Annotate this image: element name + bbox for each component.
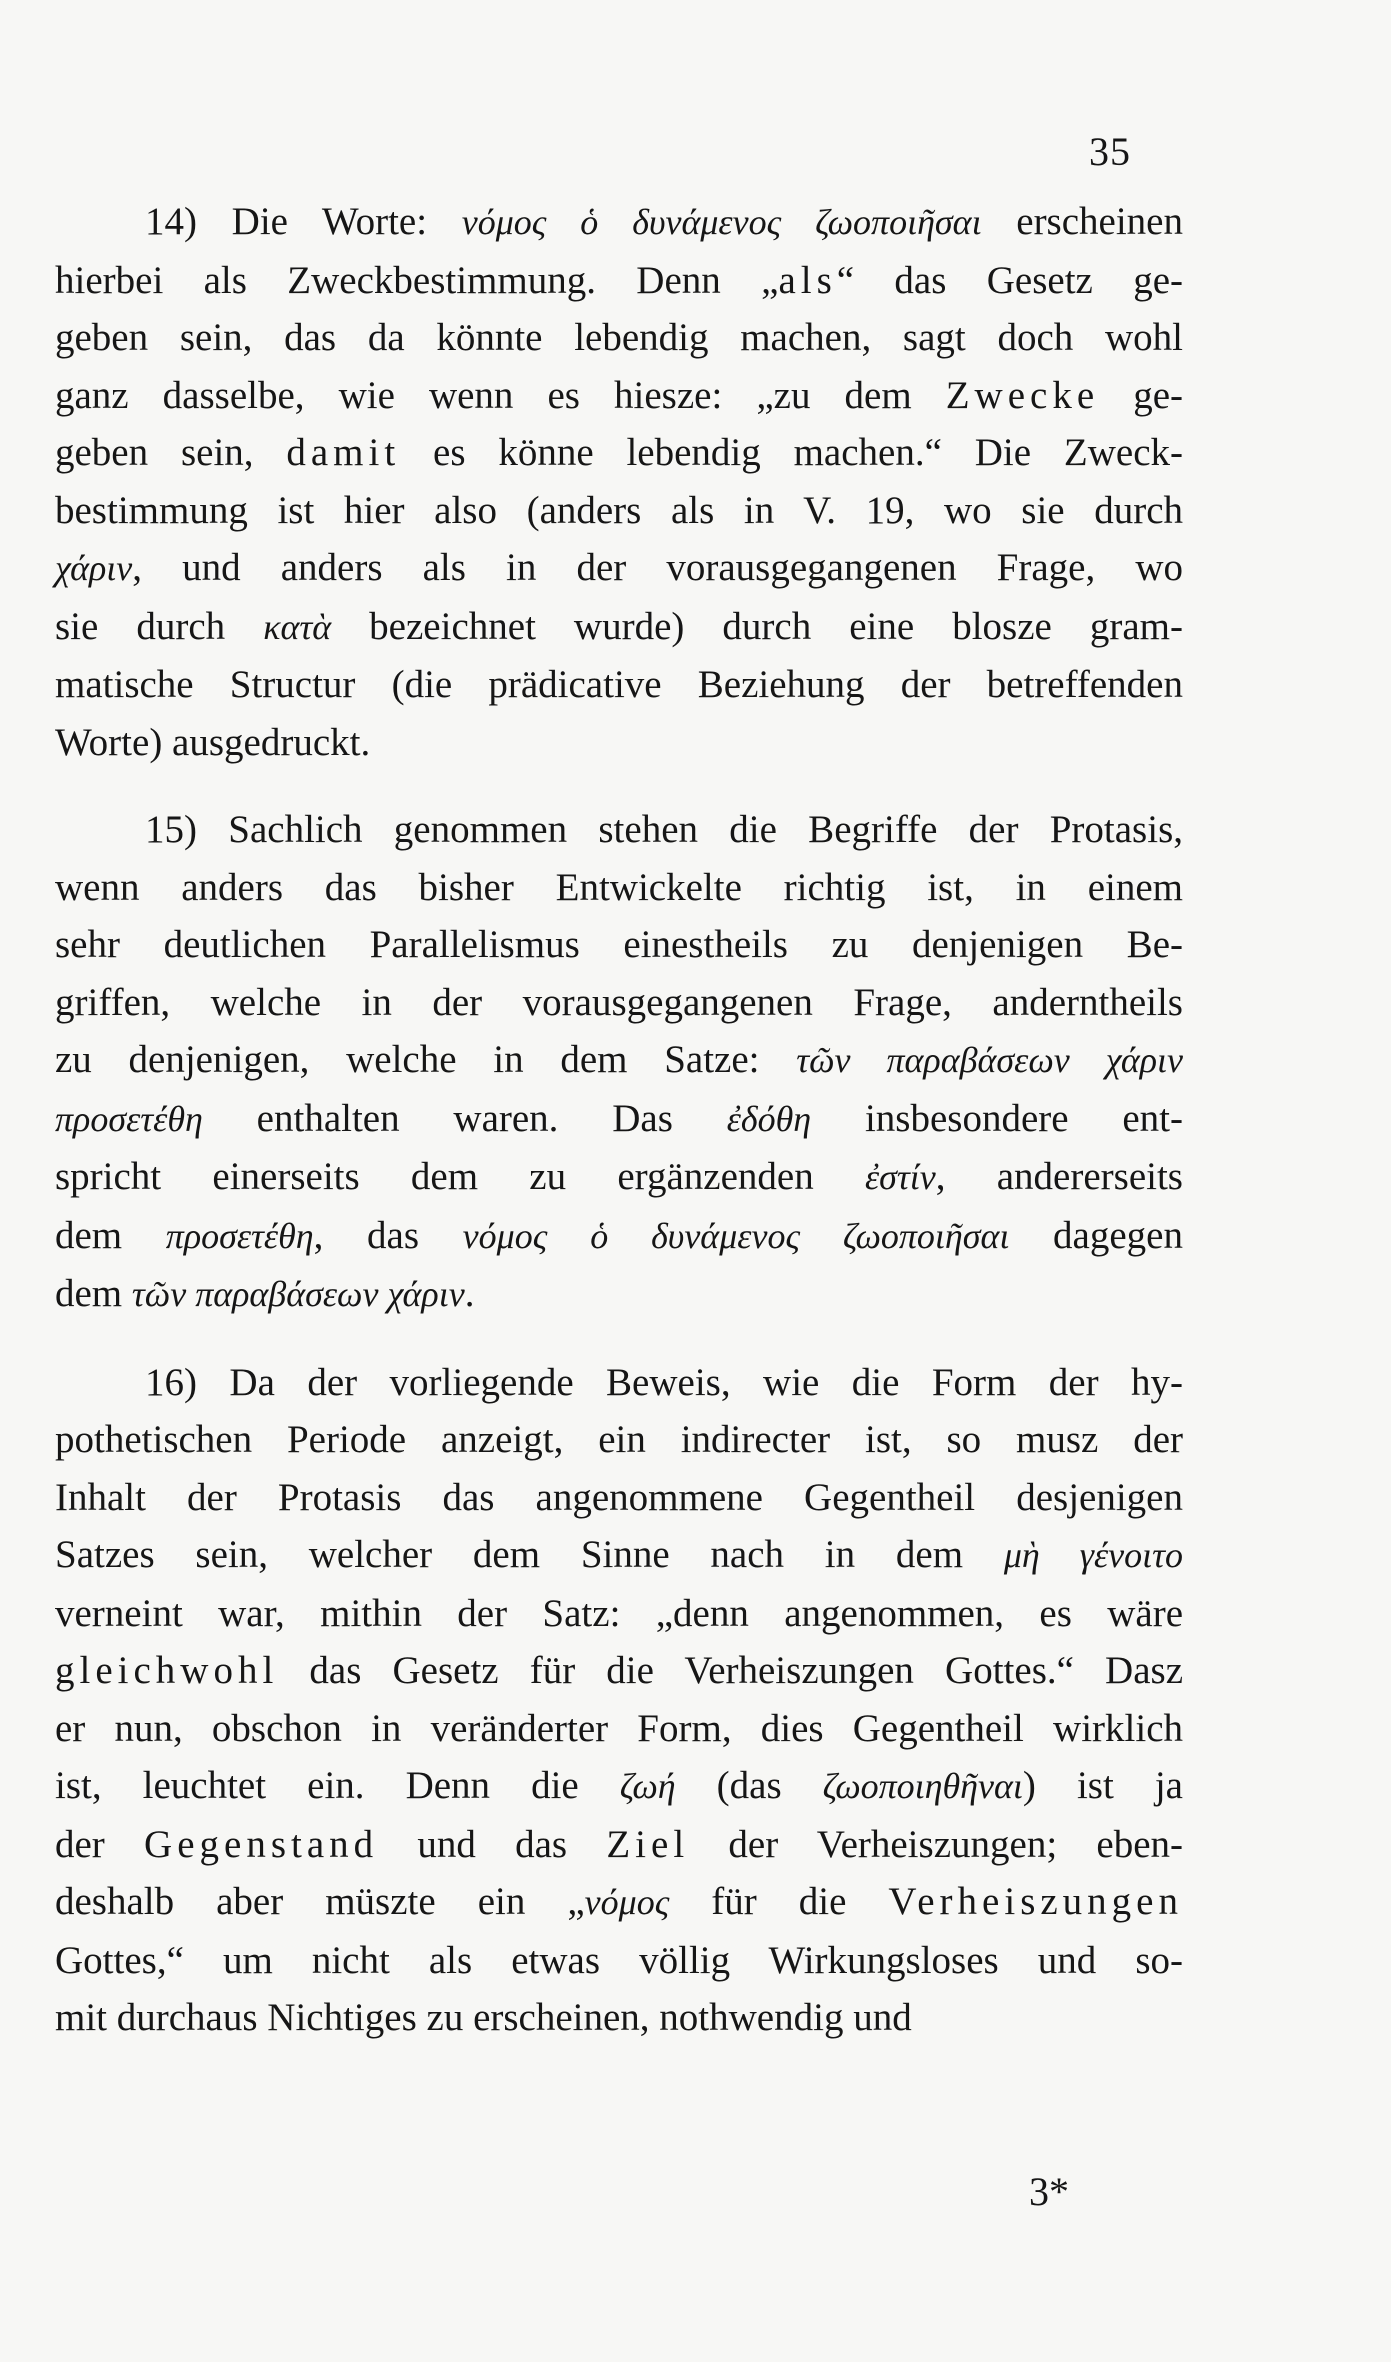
- text-run: der Verheiszungen; eben-: [689, 1822, 1183, 1866]
- text-run: es könne lebendig machen.“ Die Zweck-: [400, 431, 1183, 474]
- text-run: sehr deutlichen Parallelismus einestheils zu denjenigen Be-: [55, 923, 1183, 966]
- text-run: mit durchaus Nichtiges zu erscheinen, nothwendig und: [55, 1996, 912, 2039]
- text-line: [55, 1642, 1183, 1700]
- paragraph-14: [55, 193, 1183, 771]
- text-line: [55, 859, 1183, 917]
- text-run: erscheinen: [981, 200, 1183, 243]
- greek-text: ἐδόθη: [726, 1098, 812, 1139]
- greek-text: κατὰ: [263, 606, 332, 647]
- text-run: , andererseits: [935, 1155, 1183, 1198]
- text-line: [55, 1700, 1183, 1758]
- text-line: [55, 1989, 1183, 2047]
- text-line: [55, 1090, 1183, 1149]
- text-line: [55, 1816, 1183, 1874]
- text-run: Gottes,“ um nicht als etwas völlig Wirkungsloses und so-: [55, 1938, 1183, 1982]
- text-run: bezeichnet wurde) durch eine blosze gram-: [331, 604, 1183, 648]
- text-run: , und anders als in der vorausgegangenen Frage, wo: [132, 546, 1183, 589]
- text-line: [55, 1932, 1183, 1990]
- text-line: [55, 1526, 1183, 1585]
- text-run: pothetischen Periode anzeigt, ein indirecter ist, so musz der: [55, 1418, 1183, 1461]
- text-run: dem: [55, 1213, 166, 1257]
- text-line: [55, 598, 1183, 657]
- text-line: [55, 424, 1183, 482]
- text-line: [55, 539, 1183, 598]
- greek-text: χάριν: [55, 548, 133, 588]
- greek-text: τῶν παραβάσεων χάριν: [796, 1040, 1183, 1080]
- greek-text: προσετέθη: [55, 1098, 203, 1139]
- text-line: [55, 1207, 1183, 1266]
- text-run: der: [55, 1822, 145, 1866]
- text-run: matische Structur (die prädicative Beziehung der betreffenden: [55, 663, 1183, 706]
- greek-text: προσετέθη: [165, 1215, 314, 1256]
- text-line: [55, 482, 1183, 540]
- text-run: ist, leuchtet ein. Denn die: [55, 1764, 620, 1807]
- text-line: [55, 1585, 1183, 1643]
- paragraph-15: [55, 801, 1183, 1324]
- text-run: 15) Sachlich genommen stehen die Begriffe der Protasis,: [145, 808, 1183, 851]
- text-run: Worte) ausgedruckt.: [55, 720, 371, 764]
- text-run: griffen, welche in der vorausgegangenen Frage, anderntheils: [55, 980, 1183, 1024]
- emphasized-text: Gegenstand: [144, 1822, 379, 1866]
- page-number: 35: [1089, 129, 1131, 174]
- emphasized-text: Ziel: [606, 1822, 690, 1866]
- text-line: [55, 801, 1183, 859]
- text-line: [55, 1265, 1183, 1324]
- text-line: [55, 309, 1183, 367]
- text-run: , das: [313, 1213, 463, 1257]
- text-run: geben sein,: [55, 431, 287, 474]
- text-run: ganz dasselbe, wie wenn es hiesze: „zu dem: [55, 373, 946, 417]
- text-run: ge-: [1099, 373, 1183, 417]
- text-line: [55, 1354, 1183, 1412]
- greek-text: τῶν παραβάσεων χάριν: [131, 1274, 465, 1314]
- text-run: enthalten waren. Das: [202, 1096, 727, 1140]
- text-run: (das: [675, 1764, 823, 1807]
- greek-text: νόμος ὁ δυνάμενος ζωοποιῆσαι: [461, 202, 982, 242]
- text-line: [55, 193, 1183, 252]
- text-line: [55, 656, 1183, 714]
- body-text: [55, 193, 1183, 2077]
- text-line: [55, 974, 1183, 1032]
- text-run: geben sein, das da könnte lebendig machen, sagt doch wohl: [55, 316, 1183, 359]
- text-run: das Gesetz für die Verheiszungen Gottes.“ Dasz: [278, 1649, 1183, 1692]
- emphasized-text: damit: [286, 431, 401, 474]
- emphasized-text: gleichwohl: [55, 1649, 279, 1692]
- text-run: .: [464, 1272, 475, 1315]
- greek-text: νόμος: [584, 1882, 670, 1922]
- text-run: bestimmung ist hier also (anders als in V. 19, wo sie durch: [55, 488, 1183, 532]
- text-line: [55, 714, 1183, 772]
- paragraph-16: [55, 1354, 1183, 2047]
- text-run: “ das Gesetz ge-: [836, 258, 1184, 302]
- signature-mark: 3*: [1029, 2169, 1069, 2214]
- text-run: sie durch: [55, 604, 264, 648]
- text-line: [55, 367, 1183, 425]
- text-line: [55, 252, 1183, 310]
- text-run: deshalb aber müszte ein „: [55, 1880, 585, 1923]
- text-run: und das: [378, 1822, 607, 1866]
- text-run: dagegen: [1009, 1213, 1183, 1257]
- emphasized-text: Verheiszungen: [888, 1880, 1183, 1923]
- text-run: zu denjenigen, welche in dem Satze:: [55, 1038, 797, 1081]
- emphasized-text: als: [778, 258, 837, 302]
- text-run: Inhalt der Protasis das angenommene Gegentheil desjenigen: [55, 1475, 1183, 1519]
- greek-text: ζωοποιηθῆναι: [822, 1766, 1023, 1806]
- greek-text: νόμος ὁ δυνάμενος ζωοποιῆσαι: [462, 1215, 1010, 1256]
- greek-text: ἐστίν: [864, 1157, 936, 1197]
- greek-text: μὴ γένοιτο: [1003, 1535, 1183, 1575]
- emphasized-text: Zwecke: [945, 373, 1100, 417]
- greek-text: ζωή: [619, 1766, 676, 1806]
- text-run: für die: [669, 1880, 889, 1923]
- text-run: ) ist ja: [1022, 1764, 1183, 1807]
- text-run: spricht einerseits dem zu ergänzenden: [55, 1155, 865, 1198]
- text-run: hierbei als Zweckbestimmung. Denn „: [55, 258, 779, 302]
- text-run: 16) Da der vorliegende Beweis, wie die Form der hy-: [145, 1360, 1183, 1404]
- text-run: wenn anders das bisher Entwickelte richtig ist, in einem: [55, 865, 1183, 909]
- text-run: dem: [55, 1272, 132, 1315]
- text-line: [55, 1031, 1183, 1090]
- text-run: Satzes sein, welcher dem Sinne nach in dem: [55, 1533, 1004, 1576]
- text-line: [55, 1411, 1183, 1469]
- text-run: verneint war, mithin der Satz: „denn angenommen, es wäre: [55, 1591, 1183, 1635]
- text-line: [55, 916, 1183, 974]
- text-run: er nun, obschon in veränderter Form, dies Gegentheil wirklich: [55, 1706, 1183, 1750]
- text-line: [55, 1148, 1183, 1207]
- text-line: [55, 1873, 1183, 1932]
- text-run: insbesondere ent-: [811, 1096, 1183, 1140]
- text-line: [55, 1469, 1183, 1527]
- text-run: 14) Die Worte:: [145, 200, 462, 243]
- text-line: [55, 1757, 1183, 1816]
